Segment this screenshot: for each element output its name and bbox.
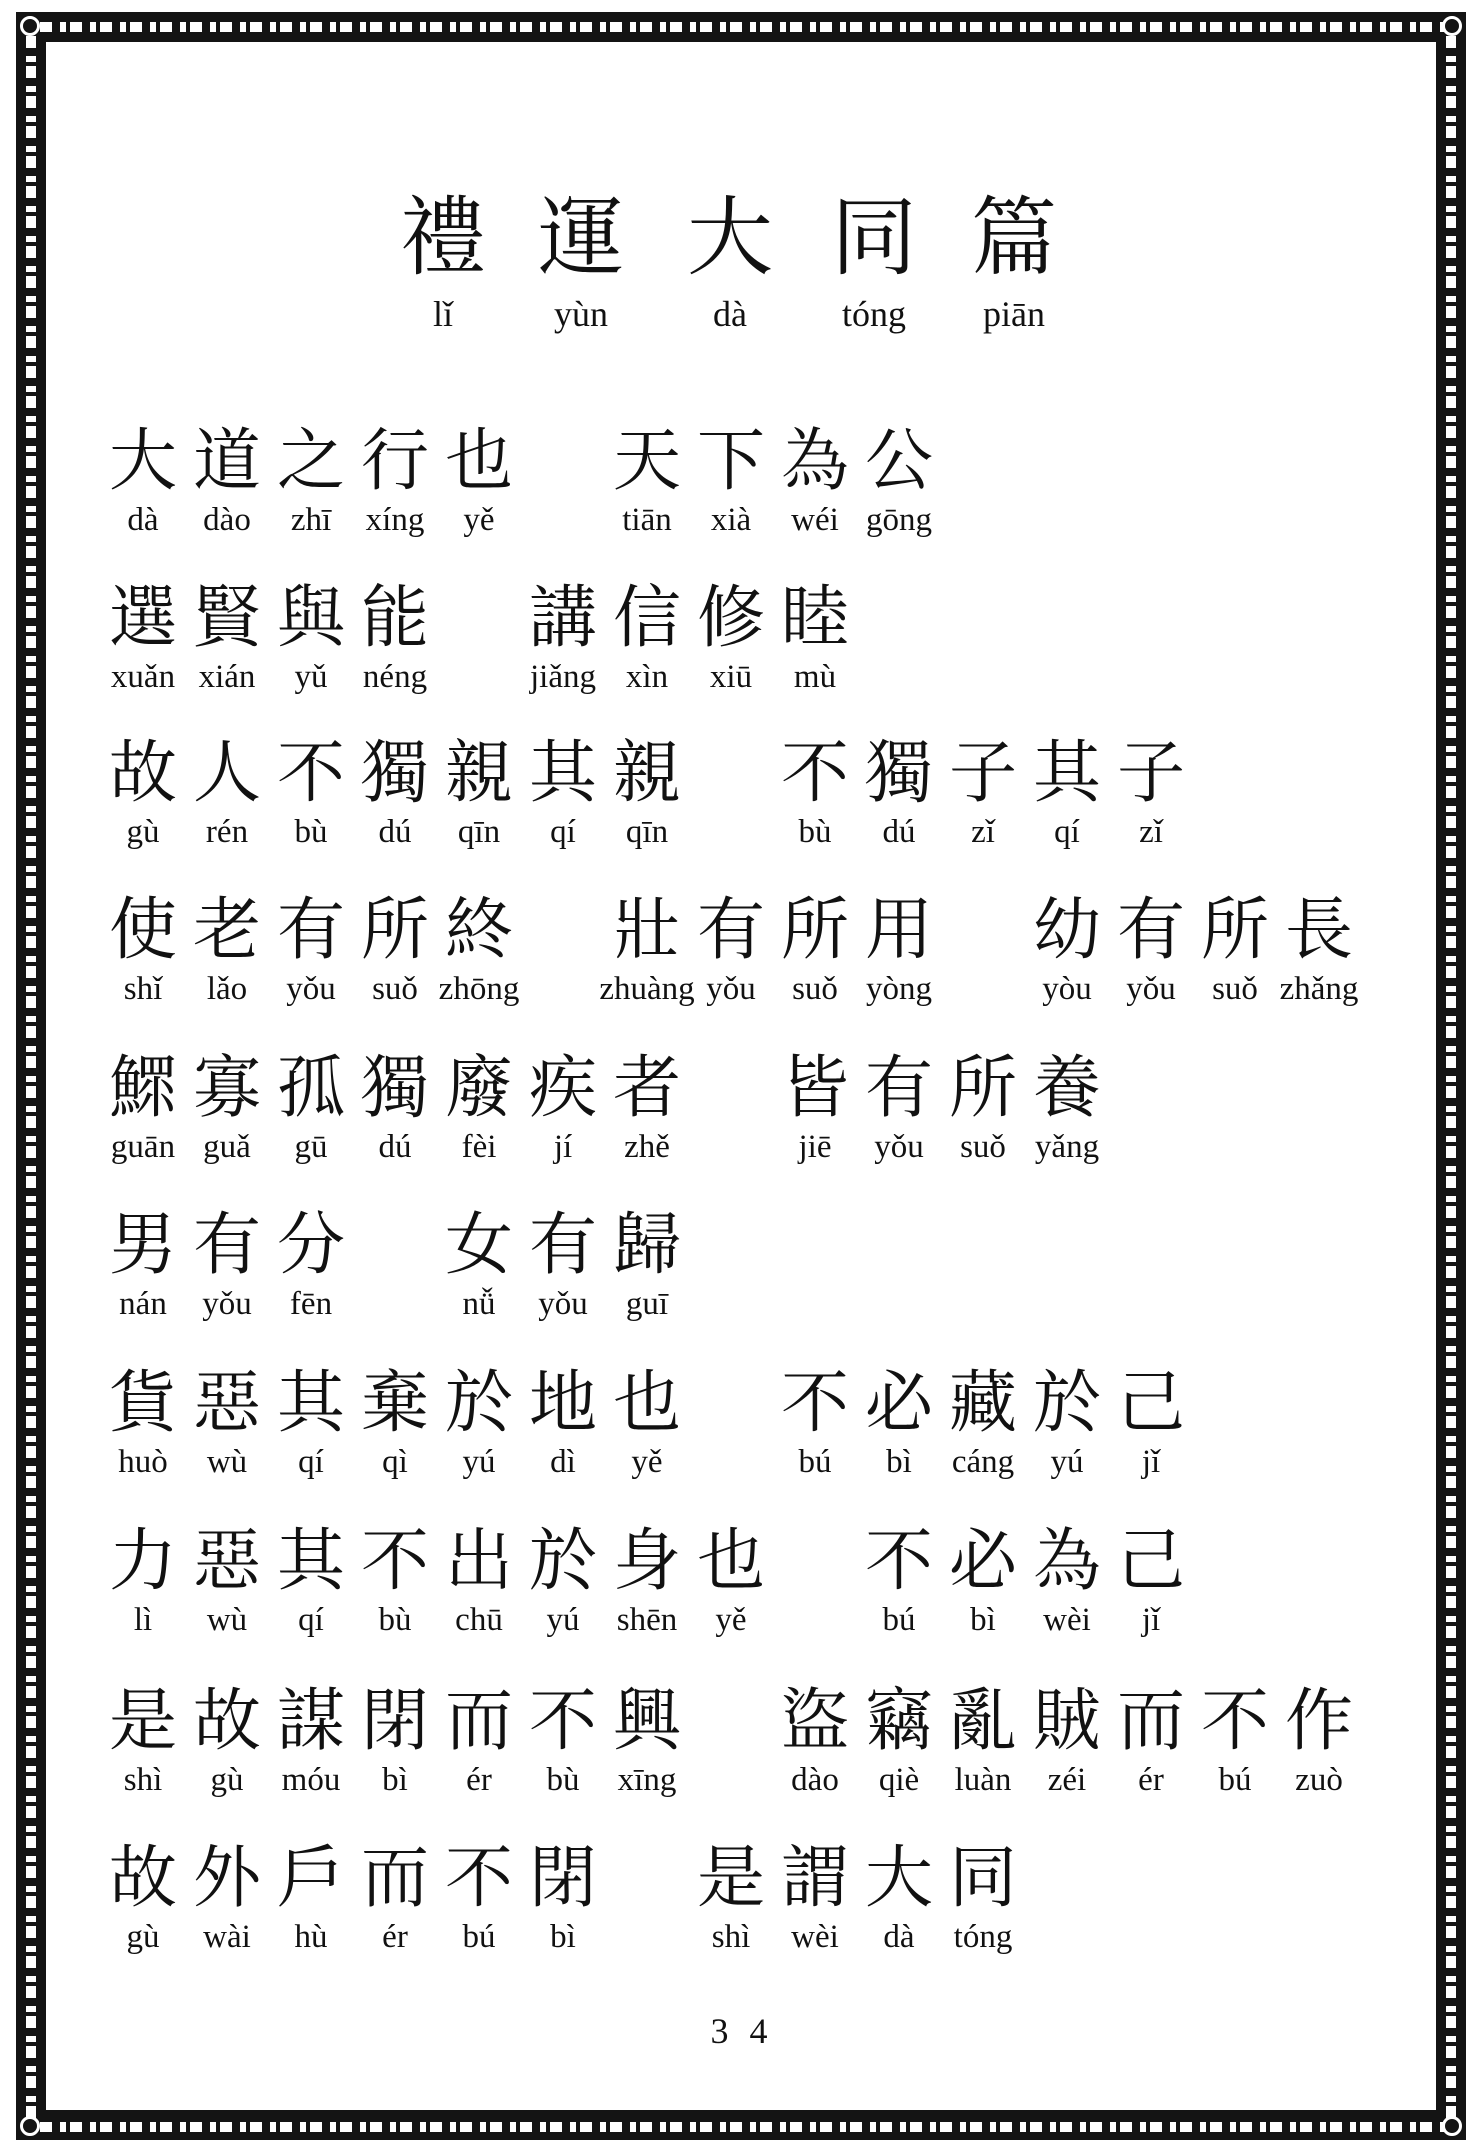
title-pinyin: tóng bbox=[841, 294, 907, 334]
hanzi-char: 老 bbox=[192, 891, 262, 970]
hanzi-char: 於 bbox=[444, 1364, 514, 1443]
hanzi-char: 謀 bbox=[276, 1682, 346, 1761]
title-char: 大 bbox=[687, 188, 773, 288]
pinyin-syllable: shì bbox=[711, 1919, 751, 1955]
pinyin-syllable: suǒ bbox=[1212, 971, 1258, 1007]
hanzi-char: 貨 bbox=[108, 1364, 178, 1443]
pinyin-syllable: yǒu bbox=[1126, 971, 1176, 1007]
pinyin-syllable: néng bbox=[362, 659, 428, 695]
pinyin-syllable: xià bbox=[710, 502, 752, 538]
hanzi-char: 信 bbox=[612, 579, 682, 658]
hanzi-char: 故 bbox=[192, 1682, 262, 1761]
pinyin-syllable: dào bbox=[791, 1762, 839, 1798]
pinyin-syllable: rén bbox=[205, 814, 249, 850]
hanzi-char: 用 bbox=[864, 891, 934, 970]
pinyin-syllable: gū bbox=[294, 1129, 328, 1165]
pinyin-syllable: dà bbox=[127, 502, 159, 538]
pinyin-syllable: zhǎng bbox=[1279, 971, 1359, 1007]
hanzi-char: 故 bbox=[108, 734, 178, 813]
pinyin-syllable: qí bbox=[1054, 814, 1080, 850]
pinyin-syllable: xián bbox=[198, 659, 256, 695]
hanzi-char: 幼 bbox=[1032, 891, 1102, 970]
title-char: 篇 bbox=[971, 188, 1057, 288]
hanzi-char: 其 bbox=[276, 1522, 346, 1601]
hanzi-char: 有 bbox=[192, 1206, 262, 1285]
pinyin-syllable: zhě bbox=[624, 1129, 670, 1165]
pinyin-syllable: jiē bbox=[798, 1129, 832, 1165]
border-fret-top bbox=[26, 22, 1456, 32]
pinyin-syllable: dào bbox=[203, 502, 251, 538]
hanzi-char: 女 bbox=[444, 1206, 514, 1285]
pinyin-syllable: shēn bbox=[616, 1602, 678, 1638]
pinyin-syllable: zhuàng bbox=[599, 971, 695, 1007]
pinyin-syllable: lǎo bbox=[206, 971, 248, 1007]
pinyin-syllable: gù bbox=[126, 1919, 160, 1955]
pinyin-syllable: jǐ bbox=[1141, 1602, 1161, 1638]
corner-ornament-icon bbox=[20, 2116, 40, 2136]
pinyin-syllable: qīn bbox=[457, 814, 501, 850]
hanzi-char: 有 bbox=[696, 891, 766, 970]
hanzi-char: 而 bbox=[444, 1682, 514, 1761]
hanzi-char: 行 bbox=[360, 422, 430, 501]
hanzi-char: 其 bbox=[528, 734, 598, 813]
pinyin-syllable: yǒu bbox=[874, 1129, 924, 1165]
pinyin-syllable: dú bbox=[378, 1129, 412, 1165]
pinyin-syllable: yǔ bbox=[294, 659, 328, 695]
pinyin-syllable: tóng bbox=[953, 1919, 1013, 1955]
pinyin-syllable: suǒ bbox=[960, 1129, 1006, 1165]
title-pinyin: dà bbox=[713, 294, 747, 334]
hanzi-char: 皆 bbox=[780, 1049, 850, 1128]
pinyin-syllable: ér bbox=[1138, 1762, 1164, 1798]
hanzi-char: 選 bbox=[108, 579, 178, 658]
pinyin-syllable: xīng bbox=[617, 1762, 677, 1798]
pinyin-syllable: lì bbox=[133, 1602, 153, 1638]
hanzi-char: 有 bbox=[528, 1206, 598, 1285]
hanzi-char: 親 bbox=[612, 734, 682, 813]
pinyin-syllable: yòng bbox=[866, 971, 932, 1007]
hanzi-char: 惡 bbox=[192, 1522, 262, 1601]
hanzi-char: 獨 bbox=[360, 1049, 430, 1128]
pinyin-syllable: qiè bbox=[878, 1762, 920, 1798]
pinyin-syllable: yǒu bbox=[706, 971, 756, 1007]
hanzi-char: 必 bbox=[864, 1364, 934, 1443]
hanzi-char: 必 bbox=[948, 1522, 1018, 1601]
hanzi-char: 有 bbox=[1116, 891, 1186, 970]
pinyin-syllable: xìn bbox=[625, 659, 669, 695]
hanzi-char: 講 bbox=[528, 579, 598, 658]
hanzi-char: 身 bbox=[612, 1522, 682, 1601]
hanzi-char: 閉 bbox=[360, 1682, 430, 1761]
title-char: 禮 bbox=[400, 188, 486, 288]
pinyin-syllable: dú bbox=[882, 814, 916, 850]
hanzi-char: 睦 bbox=[780, 579, 850, 658]
pinyin-syllable: gù bbox=[126, 814, 160, 850]
pinyin-syllable: bú bbox=[882, 1602, 916, 1638]
hanzi-char: 也 bbox=[696, 1522, 766, 1601]
hanzi-char: 疾 bbox=[528, 1049, 598, 1128]
hanzi-char: 其 bbox=[276, 1364, 346, 1443]
hanzi-char: 不 bbox=[864, 1522, 934, 1601]
pinyin-syllable: bú bbox=[462, 1919, 496, 1955]
pinyin-syllable: nǚ bbox=[462, 1286, 496, 1322]
pinyin-syllable: zǐ bbox=[971, 814, 995, 850]
hanzi-char: 於 bbox=[528, 1522, 598, 1601]
hanzi-char: 為 bbox=[780, 422, 850, 501]
hanzi-char: 孤 bbox=[276, 1049, 346, 1128]
hanzi-char: 大 bbox=[108, 422, 178, 501]
page-number: 3 4 bbox=[710, 2011, 774, 2051]
hanzi-char: 也 bbox=[444, 422, 514, 501]
pinyin-syllable: wèi bbox=[791, 1919, 839, 1955]
hanzi-char: 廢 bbox=[444, 1049, 514, 1128]
pinyin-syllable: móu bbox=[281, 1762, 341, 1798]
pinyin-syllable: wù bbox=[206, 1602, 248, 1638]
pinyin-syllable: bù bbox=[294, 814, 328, 850]
pinyin-syllable: wèi bbox=[1043, 1602, 1091, 1638]
hanzi-char: 獨 bbox=[360, 734, 430, 813]
pinyin-syllable: gōng bbox=[866, 502, 932, 538]
pinyin-syllable: yǒu bbox=[202, 1286, 252, 1322]
pinyin-syllable: qí bbox=[298, 1602, 324, 1638]
hanzi-char: 不 bbox=[276, 734, 346, 813]
pinyin-syllable: qí bbox=[550, 814, 576, 850]
hanzi-char: 外 bbox=[192, 1839, 262, 1918]
pinyin-syllable: chū bbox=[455, 1602, 503, 1638]
hanzi-char: 子 bbox=[948, 734, 1018, 813]
pinyin-syllable: zéi bbox=[1047, 1762, 1087, 1798]
hanzi-char: 故 bbox=[108, 1839, 178, 1918]
hanzi-char: 使 bbox=[108, 891, 178, 970]
hanzi-char: 寡 bbox=[192, 1049, 262, 1128]
pinyin-syllable: xuǎn bbox=[110, 659, 176, 695]
hanzi-char: 所 bbox=[780, 891, 850, 970]
hanzi-char: 出 bbox=[444, 1522, 514, 1601]
hanzi-char: 惡 bbox=[192, 1364, 262, 1443]
hanzi-char: 而 bbox=[1116, 1682, 1186, 1761]
pinyin-syllable: fèi bbox=[461, 1129, 497, 1165]
hanzi-char: 所 bbox=[948, 1049, 1018, 1128]
hanzi-char: 道 bbox=[192, 422, 262, 501]
title-char: 運 bbox=[538, 188, 624, 288]
hanzi-char: 親 bbox=[444, 734, 514, 813]
hanzi-char: 而 bbox=[360, 1839, 430, 1918]
hanzi-char: 之 bbox=[276, 422, 346, 501]
pinyin-syllable: yě bbox=[715, 1602, 747, 1638]
pinyin-syllable: bù bbox=[546, 1762, 580, 1798]
hanzi-char: 公 bbox=[864, 422, 934, 501]
hanzi-char: 地 bbox=[528, 1364, 598, 1443]
pinyin-syllable: bù bbox=[378, 1602, 412, 1638]
title-pinyin: piān bbox=[983, 294, 1045, 334]
hanzi-char: 大 bbox=[864, 1839, 934, 1918]
hanzi-char: 是 bbox=[696, 1839, 766, 1918]
hanzi-char: 所 bbox=[1200, 891, 1270, 970]
hanzi-char: 棄 bbox=[360, 1364, 430, 1443]
pinyin-syllable: xíng bbox=[365, 502, 425, 538]
pinyin-syllable: yǒu bbox=[286, 971, 336, 1007]
pinyin-syllable: bú bbox=[798, 1444, 832, 1480]
corner-ornament-icon bbox=[20, 16, 40, 36]
pinyin-syllable: yǎng bbox=[1034, 1129, 1100, 1165]
pinyin-syllable: nán bbox=[119, 1286, 167, 1322]
pinyin-syllable: jǐ bbox=[1141, 1444, 1161, 1480]
pinyin-syllable: yòu bbox=[1042, 971, 1092, 1007]
hanzi-char: 有 bbox=[864, 1049, 934, 1128]
hanzi-char: 其 bbox=[1032, 734, 1102, 813]
pinyin-syllable: tiān bbox=[622, 502, 672, 538]
pinyin-syllable: yú bbox=[1050, 1444, 1084, 1480]
pinyin-syllable: ér bbox=[382, 1919, 408, 1955]
pinyin-syllable: huò bbox=[118, 1444, 168, 1480]
pinyin-syllable: jí bbox=[553, 1129, 573, 1165]
pinyin-syllable: bù bbox=[798, 814, 832, 850]
hanzi-char: 賊 bbox=[1032, 1682, 1102, 1761]
pinyin-syllable: bì bbox=[970, 1602, 996, 1638]
hanzi-char: 獨 bbox=[864, 734, 934, 813]
hanzi-char: 能 bbox=[360, 579, 430, 658]
pinyin-syllable: yú bbox=[462, 1444, 496, 1480]
hanzi-char: 於 bbox=[1032, 1364, 1102, 1443]
corner-ornament-icon bbox=[1442, 2116, 1462, 2136]
hanzi-char: 也 bbox=[612, 1364, 682, 1443]
hanzi-char: 藏 bbox=[948, 1364, 1018, 1443]
pinyin-syllable: ér bbox=[466, 1762, 492, 1798]
pinyin-syllable: zuò bbox=[1295, 1762, 1343, 1798]
hanzi-char: 壯 bbox=[612, 891, 682, 970]
hanzi-char: 與 bbox=[276, 579, 346, 658]
hanzi-char: 男 bbox=[108, 1206, 178, 1285]
hanzi-char: 為 bbox=[1032, 1522, 1102, 1601]
hanzi-char: 養 bbox=[1032, 1049, 1102, 1128]
pinyin-syllable: yú bbox=[546, 1602, 580, 1638]
pinyin-syllable: bì bbox=[550, 1919, 576, 1955]
hanzi-char: 者 bbox=[612, 1049, 682, 1128]
pinyin-syllable: wài bbox=[203, 1919, 251, 1955]
hanzi-char: 長 bbox=[1284, 891, 1354, 970]
hanzi-char: 同 bbox=[948, 1839, 1018, 1918]
pinyin-syllable: yě bbox=[631, 1444, 663, 1480]
pinyin-syllable: bì bbox=[382, 1762, 408, 1798]
hanzi-char: 己 bbox=[1116, 1364, 1186, 1443]
pinyin-syllable: shì bbox=[123, 1762, 163, 1798]
border-fret-left bbox=[26, 22, 36, 2132]
pinyin-syllable: gù bbox=[210, 1762, 244, 1798]
hanzi-char: 竊 bbox=[864, 1682, 934, 1761]
hanzi-char: 不 bbox=[780, 1364, 850, 1443]
pinyin-syllable: zhī bbox=[290, 502, 332, 538]
pinyin-syllable: bì bbox=[886, 1444, 912, 1480]
pinyin-syllable: guǎ bbox=[203, 1129, 251, 1165]
hanzi-char: 是 bbox=[108, 1682, 178, 1761]
border-fret-bottom bbox=[26, 2122, 1456, 2132]
pinyin-syllable: fēn bbox=[289, 1286, 333, 1322]
hanzi-char: 賢 bbox=[192, 579, 262, 658]
hanzi-char: 不 bbox=[1200, 1682, 1270, 1761]
pinyin-syllable: jiǎng bbox=[530, 659, 596, 695]
pinyin-syllable: zhōng bbox=[438, 971, 520, 1007]
pinyin-syllable: wù bbox=[206, 1444, 248, 1480]
pinyin-syllable: dú bbox=[378, 814, 412, 850]
pinyin-syllable: cáng bbox=[951, 1444, 1015, 1480]
title-char: 同 bbox=[831, 188, 917, 288]
pinyin-syllable: qí bbox=[298, 1444, 324, 1480]
pinyin-syllable: yǒu bbox=[538, 1286, 588, 1322]
pinyin-syllable: qīn bbox=[625, 814, 669, 850]
hanzi-char: 興 bbox=[612, 1682, 682, 1761]
pinyin-syllable: yě bbox=[463, 502, 495, 538]
pinyin-syllable: suǒ bbox=[792, 971, 838, 1007]
pinyin-syllable: luàn bbox=[954, 1762, 1012, 1798]
hanzi-char: 不 bbox=[360, 1522, 430, 1601]
title-pinyin: yùn bbox=[554, 294, 608, 334]
pinyin-syllable: mù bbox=[793, 659, 837, 695]
pinyin-syllable: zǐ bbox=[1139, 814, 1163, 850]
hanzi-char: 己 bbox=[1116, 1522, 1186, 1601]
pinyin-syllable: hù bbox=[294, 1919, 328, 1955]
hanzi-char: 作 bbox=[1284, 1682, 1354, 1761]
pinyin-syllable: xiū bbox=[709, 659, 753, 695]
hanzi-char: 力 bbox=[108, 1522, 178, 1601]
hanzi-char: 下 bbox=[696, 422, 766, 501]
pinyin-syllable: guī bbox=[625, 1286, 669, 1322]
hanzi-char: 閉 bbox=[528, 1839, 598, 1918]
hanzi-char: 鰥 bbox=[108, 1049, 178, 1128]
corner-ornament-icon bbox=[1442, 16, 1462, 36]
hanzi-char: 子 bbox=[1116, 734, 1186, 813]
hanzi-char: 所 bbox=[360, 891, 430, 970]
hanzi-char: 有 bbox=[276, 891, 346, 970]
hanzi-char: 歸 bbox=[612, 1206, 682, 1285]
border-fret-right bbox=[1446, 22, 1456, 2132]
pinyin-syllable: dì bbox=[550, 1444, 576, 1480]
pinyin-syllable: bú bbox=[1218, 1762, 1252, 1798]
hanzi-char: 戶 bbox=[276, 1839, 346, 1918]
pinyin-syllable: wéi bbox=[791, 502, 839, 538]
hanzi-char: 人 bbox=[192, 734, 262, 813]
title-pinyin: lǐ bbox=[432, 294, 454, 334]
hanzi-char: 謂 bbox=[780, 1839, 850, 1918]
hanzi-char: 修 bbox=[696, 579, 766, 658]
hanzi-char: 分 bbox=[276, 1206, 346, 1285]
hanzi-char: 亂 bbox=[948, 1682, 1018, 1761]
hanzi-char: 不 bbox=[780, 734, 850, 813]
pinyin-syllable: shǐ bbox=[123, 971, 163, 1007]
hanzi-char: 天 bbox=[612, 422, 682, 501]
pinyin-syllable: suǒ bbox=[372, 971, 418, 1007]
hanzi-char: 終 bbox=[444, 891, 514, 970]
hanzi-char: 不 bbox=[528, 1682, 598, 1761]
hanzi-char: 盜 bbox=[780, 1682, 850, 1761]
hanzi-char: 不 bbox=[444, 1839, 514, 1918]
pinyin-syllable: dà bbox=[883, 1919, 915, 1955]
pinyin-syllable: guān bbox=[110, 1129, 176, 1165]
pinyin-syllable: qì bbox=[382, 1444, 408, 1480]
